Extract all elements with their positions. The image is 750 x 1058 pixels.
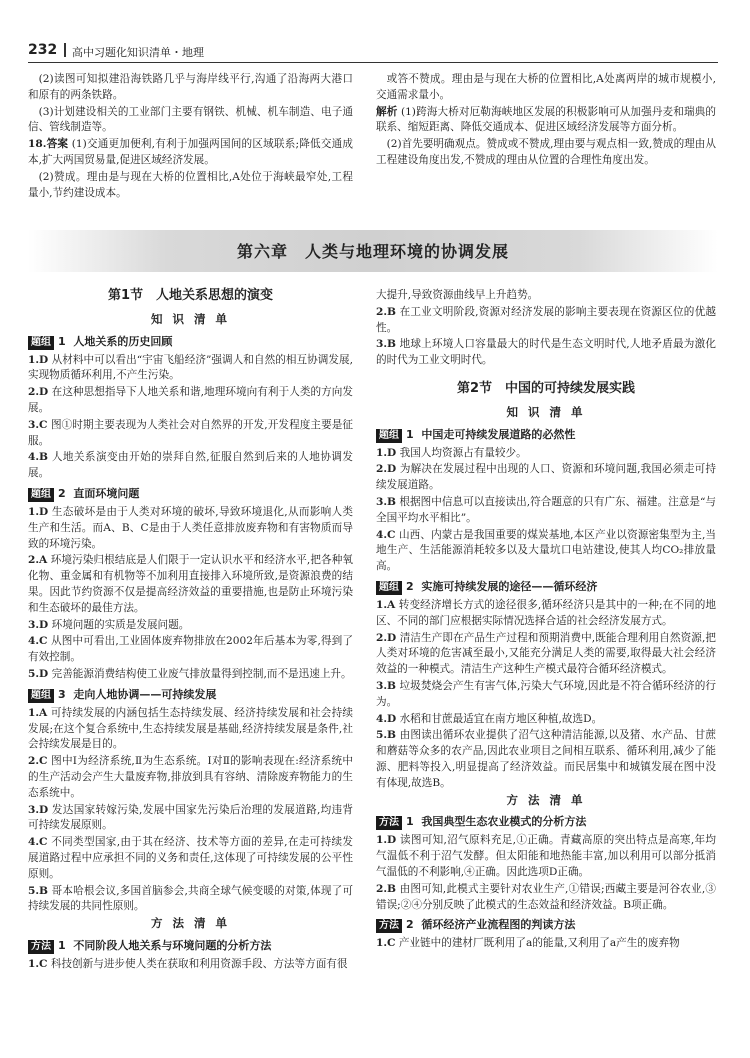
- answer-item: [376, 882, 716, 914]
- header-divider: [64, 43, 66, 57]
- item-number: 3.D: [28, 803, 49, 816]
- answer-item: [28, 754, 353, 801]
- item-number: 1.D: [376, 446, 397, 459]
- item-number: 5.B: [28, 884, 49, 897]
- group-title: 人地关系的历史回顾: [73, 334, 173, 348]
- answer-item: [376, 833, 716, 880]
- item-number: 2.D: [376, 463, 397, 476]
- answer-item: [28, 618, 353, 634]
- item-number: 3.D: [28, 618, 49, 631]
- top-left-answers: [28, 72, 353, 202]
- answer-item: [28, 667, 353, 683]
- item-number: 2.D: [376, 631, 397, 644]
- group-tag: 方法: [376, 816, 402, 830]
- item-text: 山西、内蒙古是我国重要的煤炭基地,本区产业以资源密集型为主,当地生产、生活能源消耗较多以及大量坑口电站建设,使其人均CO₂排放量高。: [376, 528, 717, 573]
- item-text: 我国人均资源占有量较少。: [399, 446, 527, 459]
- knowledge-list-label: 知 识 清 单: [150, 311, 230, 326]
- item-text: 不同类型国家,由于其在经济、技术等方面的差异,在走可持续发展道路过程中应承担不同的义务和责任,这体现了可持续发展的公平性原则。: [28, 836, 354, 880]
- group-title: 循环经济产业流程图的判读方法: [421, 918, 576, 932]
- item-number: 1.D: [28, 505, 49, 518]
- method-list-label: 方 法 清 单: [506, 792, 586, 807]
- item-text: 根据图中信息可以直接读出,符合题意的只有广东、福建。注意是“与全国平均水平相比”。: [376, 495, 716, 524]
- answer-paragraph: 或答不赞成。理由是与现在大桥的位置相比,A处离两岸的城市规模小,交通需求量小。: [376, 73, 716, 101]
- item-text: 可持续发展的内涵包括生态持续发展、经济持续发展和社会持续发展;在这个复合系统中,生态持续发展是基础,经济持续发展是条件,社会持续发展是目的。: [28, 706, 353, 751]
- book-title: 高中习题化知识清单・地理: [72, 46, 204, 59]
- group-heading: [376, 427, 716, 443]
- answer-item: [28, 957, 353, 973]
- item-number: 2.B: [376, 305, 397, 318]
- section-title: 第2节 中国的可持续发展实践: [456, 380, 636, 396]
- item-number: 4.D: [376, 712, 397, 725]
- item-number: 1.D: [28, 353, 49, 366]
- item-number: 3.B: [376, 679, 397, 692]
- group-title: 我国典型生态农业模式的分析方法: [421, 815, 587, 829]
- item-text: 由图可知,此模式主要针对农业生产,①错误;西藏主要是河谷农业,③错误;②④分别反映了此模式的生态效益和经济效益。B项正确。: [376, 882, 717, 911]
- analysis-paragraph: (2)首先要明确观点。赞成或不赞成,理由要与观点相一致,赞成的理由从工程建设角度出发,不赞成的理由从位置的合理性角度出发。: [376, 138, 716, 166]
- item-number: 1.A: [28, 706, 48, 719]
- group-number: 2: [406, 918, 414, 932]
- method-list-label: 方 法 清 单: [150, 916, 230, 931]
- group-tag: 方法: [376, 919, 402, 933]
- item-text: 从图中可看出,工业固体废弃物排放在2002年后基本为零,得到了有效控制。: [28, 635, 353, 664]
- knowledge-list-label: 知 识 清 单: [506, 404, 586, 419]
- answer-item: [28, 505, 353, 552]
- item-text: 科技创新与进步使人类在获取和利用资源手段、方法等方面有很: [50, 957, 348, 970]
- item-number: 4.C: [28, 836, 48, 849]
- answer-item: [28, 884, 353, 916]
- item-number: 2.A: [28, 554, 48, 567]
- answer-paragraph: 18.答案 (1)交通更加便利,有利于加强两国间的区域联系;降低交通成本,扩大两国贸易量,促进区域经济发展。: [28, 138, 353, 166]
- answer-item: [28, 553, 353, 616]
- group-tag: 题组: [28, 488, 54, 502]
- item-text: 在这种思想指导下人地关系和谐,地理环境向有利于人类的方向发展。: [28, 386, 353, 414]
- group-number: 1: [406, 815, 414, 829]
- item-text: 产业链中的建材厂既利用了a的能量,又利用了a产生的废弃物: [398, 937, 680, 950]
- group-title: 中国走可持续发展道路的必然性: [421, 427, 576, 441]
- right-column: [376, 288, 716, 953]
- group-number: 2: [406, 579, 414, 593]
- answer-item: [376, 936, 716, 952]
- chapter-banner: [28, 230, 718, 272]
- answer-item: [376, 495, 716, 527]
- section-title: 第1节 人地关系思想的演变: [107, 288, 274, 303]
- page-number: 232: [28, 42, 58, 58]
- answer-item: [376, 712, 716, 728]
- item-text: 完善能源消费结构使工业废气排放量得到控制,而不是迅速上升。: [51, 667, 352, 680]
- group-tag: 题组: [376, 429, 402, 443]
- answer-paragraph: (2)读图可知拟建沿海铁路几乎与海岸线平行,沟通了沿海两大港口和原有的两条铁路。: [28, 73, 353, 101]
- item-number: 5.D: [28, 667, 49, 680]
- item-text: 人地关系演变由开始的崇拜自然,征服自然到后来的人地协调发展。: [28, 451, 353, 480]
- item-number: 2.C: [28, 755, 48, 768]
- answer-paragraph: (2)赞成。理由是与现在大桥的位置相比,A处位于海峡最窄处,工程量小,节约建设成本。: [28, 170, 353, 199]
- item-number: 4.C: [28, 635, 48, 648]
- group-heading: [376, 814, 716, 830]
- answer-item: [376, 528, 716, 575]
- analysis-paragraph: 解析 (1)跨海大桥对厄勒海峡地区发展的积极影响可从加强丹麦和瑞典的联系、缩短距离、降低交通成本、促进区域经济发展等方面分析。: [376, 105, 716, 134]
- group-title: 实施可持续发展的途径——循环经济: [421, 579, 598, 593]
- top-right-answers: [376, 72, 716, 170]
- item-text: 生态破坏是由于人类对环境的破坏,导致环境退化,从而影响人类生产和生活。而A、B、C是由于人类任意排放废弃物和有害物质而导致的环境污染。: [28, 505, 353, 550]
- item-number: 2.B: [376, 882, 397, 895]
- group-heading: [28, 938, 353, 954]
- group-tag: 方法: [28, 940, 54, 954]
- item-number: 2.D: [28, 386, 49, 399]
- answer-item: [376, 462, 716, 494]
- item-number: 3.B: [376, 495, 397, 508]
- group-heading: [28, 687, 353, 703]
- group-number: 2: [58, 486, 66, 500]
- group-heading: [376, 917, 716, 933]
- answer-item: [376, 305, 716, 337]
- answer-item: [28, 803, 353, 835]
- group-number: 1: [58, 334, 66, 348]
- answer-item: [28, 634, 353, 666]
- chapter-title: 第六章 人类与地理环境的协调发展: [236, 242, 509, 261]
- answer-item: [28, 835, 353, 882]
- answer-item: [376, 728, 716, 791]
- item-text: 读图可知,沼气原料充足,①正确。青藏高原的突出特点是高寒,年均气温低不利于沼气发酵。但太阳能和地热能丰富,加以利用可以部分抵消气温低的不利影响,④正确。因此选项D正确。: [376, 834, 716, 878]
- item-text: 地球上环境人口容量最大的时代是生态文明时代,人地矛盾最为激化的时代为工业文明时代。: [376, 338, 716, 367]
- item-text: 在工业文明阶段,资源对经济发展的影响主要表现在资源区位的优越性。: [376, 305, 716, 334]
- group-tag: 题组: [376, 581, 402, 595]
- item-text: 环境问题的实质是发展问题。: [51, 618, 190, 631]
- item-number: 3.B: [376, 338, 397, 351]
- answer-item: [376, 631, 716, 678]
- group-heading: [376, 579, 716, 595]
- item-number: 1.C: [376, 937, 396, 950]
- group-title: 直面环境问题: [73, 486, 140, 500]
- item-number: 1.A: [376, 598, 396, 611]
- item-text: 发达国家转嫁污染,发展中国家先污染后治理的发展道路,均违背可持续发展原则。: [28, 803, 353, 832]
- answer-item: [28, 418, 353, 450]
- answer-item: [376, 337, 716, 369]
- group-number: 1: [58, 938, 66, 952]
- item-text: 大提升,导致资源曲线早上升趋势。: [376, 289, 539, 301]
- left-column: [28, 288, 353, 974]
- answer-item: [376, 598, 716, 630]
- group-title: 走向人地协调——可持续发展: [73, 687, 217, 701]
- group-heading: [28, 486, 353, 502]
- group-tag: 题组: [28, 689, 54, 703]
- item-number: 4.B: [28, 451, 49, 464]
- item-text: 图①时期主要表现为人类社会对自然界的开发,开发程度主要是征服。: [28, 418, 353, 447]
- group-number: 3: [58, 687, 66, 701]
- item-text: 环境污染归根结底是人们限于一定认识水平和经济水平,把各种氧化物、重金属和有机物等不加利用直接排入环境所致,是资源浪费的结果。因此节约资源不仅是提高经济效益的重要措施,也是防止环境污染和生态破坏的最佳方法。: [28, 554, 353, 614]
- item-text: 清洁生产即在产品生产过程和预期消费中,既能合理利用自然资源,把人类对环境的危害减至最小,又能充分满足人类的需要,取得最大社会经济效益的一种模式。清洁生产这种生产模式最符合循环经济模式。: [376, 631, 716, 676]
- item-text: 哥本哈根会议,多国首脑参会,共商全球气候变暖的对策,体现了可持续发展的共同性原则。: [28, 884, 353, 913]
- group-heading: [28, 334, 353, 350]
- group-number: 1: [406, 427, 414, 441]
- answer-item: [376, 288, 716, 304]
- item-text: 垃圾焚烧会产生有害气体,污染大气环境,因此是不符合循环经济的行为。: [376, 679, 716, 708]
- item-text: 转变经济增长方式的途径很多,循环经济只是其中的一种;在不同的地区、不同的部门应根据实际情况选择合适的社会经济发展方式。: [376, 598, 717, 627]
- item-text: 从材料中可以看出“宇宙飞船经济”强调人和自然的相互协调发展,实现物质循环利用,不产生污染。: [28, 353, 353, 382]
- answer-item: [28, 450, 353, 482]
- group-title: 不同阶段人地关系与环境问题的分析方法: [73, 938, 272, 952]
- item-number: 4.C: [376, 528, 396, 541]
- answer-item: [376, 446, 716, 462]
- page-header: [28, 40, 718, 63]
- item-text: 为解决在发展过程中出现的人口、资源和环境问题,我国必须走可持续发展道路。: [376, 463, 716, 492]
- item-text: 水稻和甘蔗最适宜在南方地区种植,故选D。: [399, 712, 603, 725]
- answer-paragraph: (3)计划建设相关的工业部门主要有钢铁、机械、机车制造、电子通信、管线制造等。: [28, 105, 353, 134]
- item-text: 图中Ⅰ为经济系统,Ⅱ为生态系统。Ⅰ对Ⅱ的影响表现在:经济系统中的生产活动会产生大量废弃物,排放到具有容纳、清除废弃物能力的生态系统中。: [28, 755, 353, 799]
- answer-item: [376, 679, 716, 711]
- item-text: 由图读出循环农业提供了沼气这种清洁能源,以及猪、水产品、甘蔗和蘑菇等众多的农产品,因此农业项目之间相互联系、循环利用,减少了能源、肥料等投入,明显提高了经济效益。而民居集中和城镇发展在图中没有体现,故选B。: [376, 729, 716, 789]
- item-number: 1.D: [376, 834, 397, 847]
- group-tag: 题组: [28, 336, 54, 350]
- item-number: 5.B: [376, 729, 397, 742]
- answer-item: [28, 353, 353, 385]
- item-number: 3.C: [28, 418, 48, 431]
- answer-item: [28, 385, 353, 417]
- answer-item: [28, 706, 353, 753]
- item-number: 1.C: [28, 957, 48, 970]
